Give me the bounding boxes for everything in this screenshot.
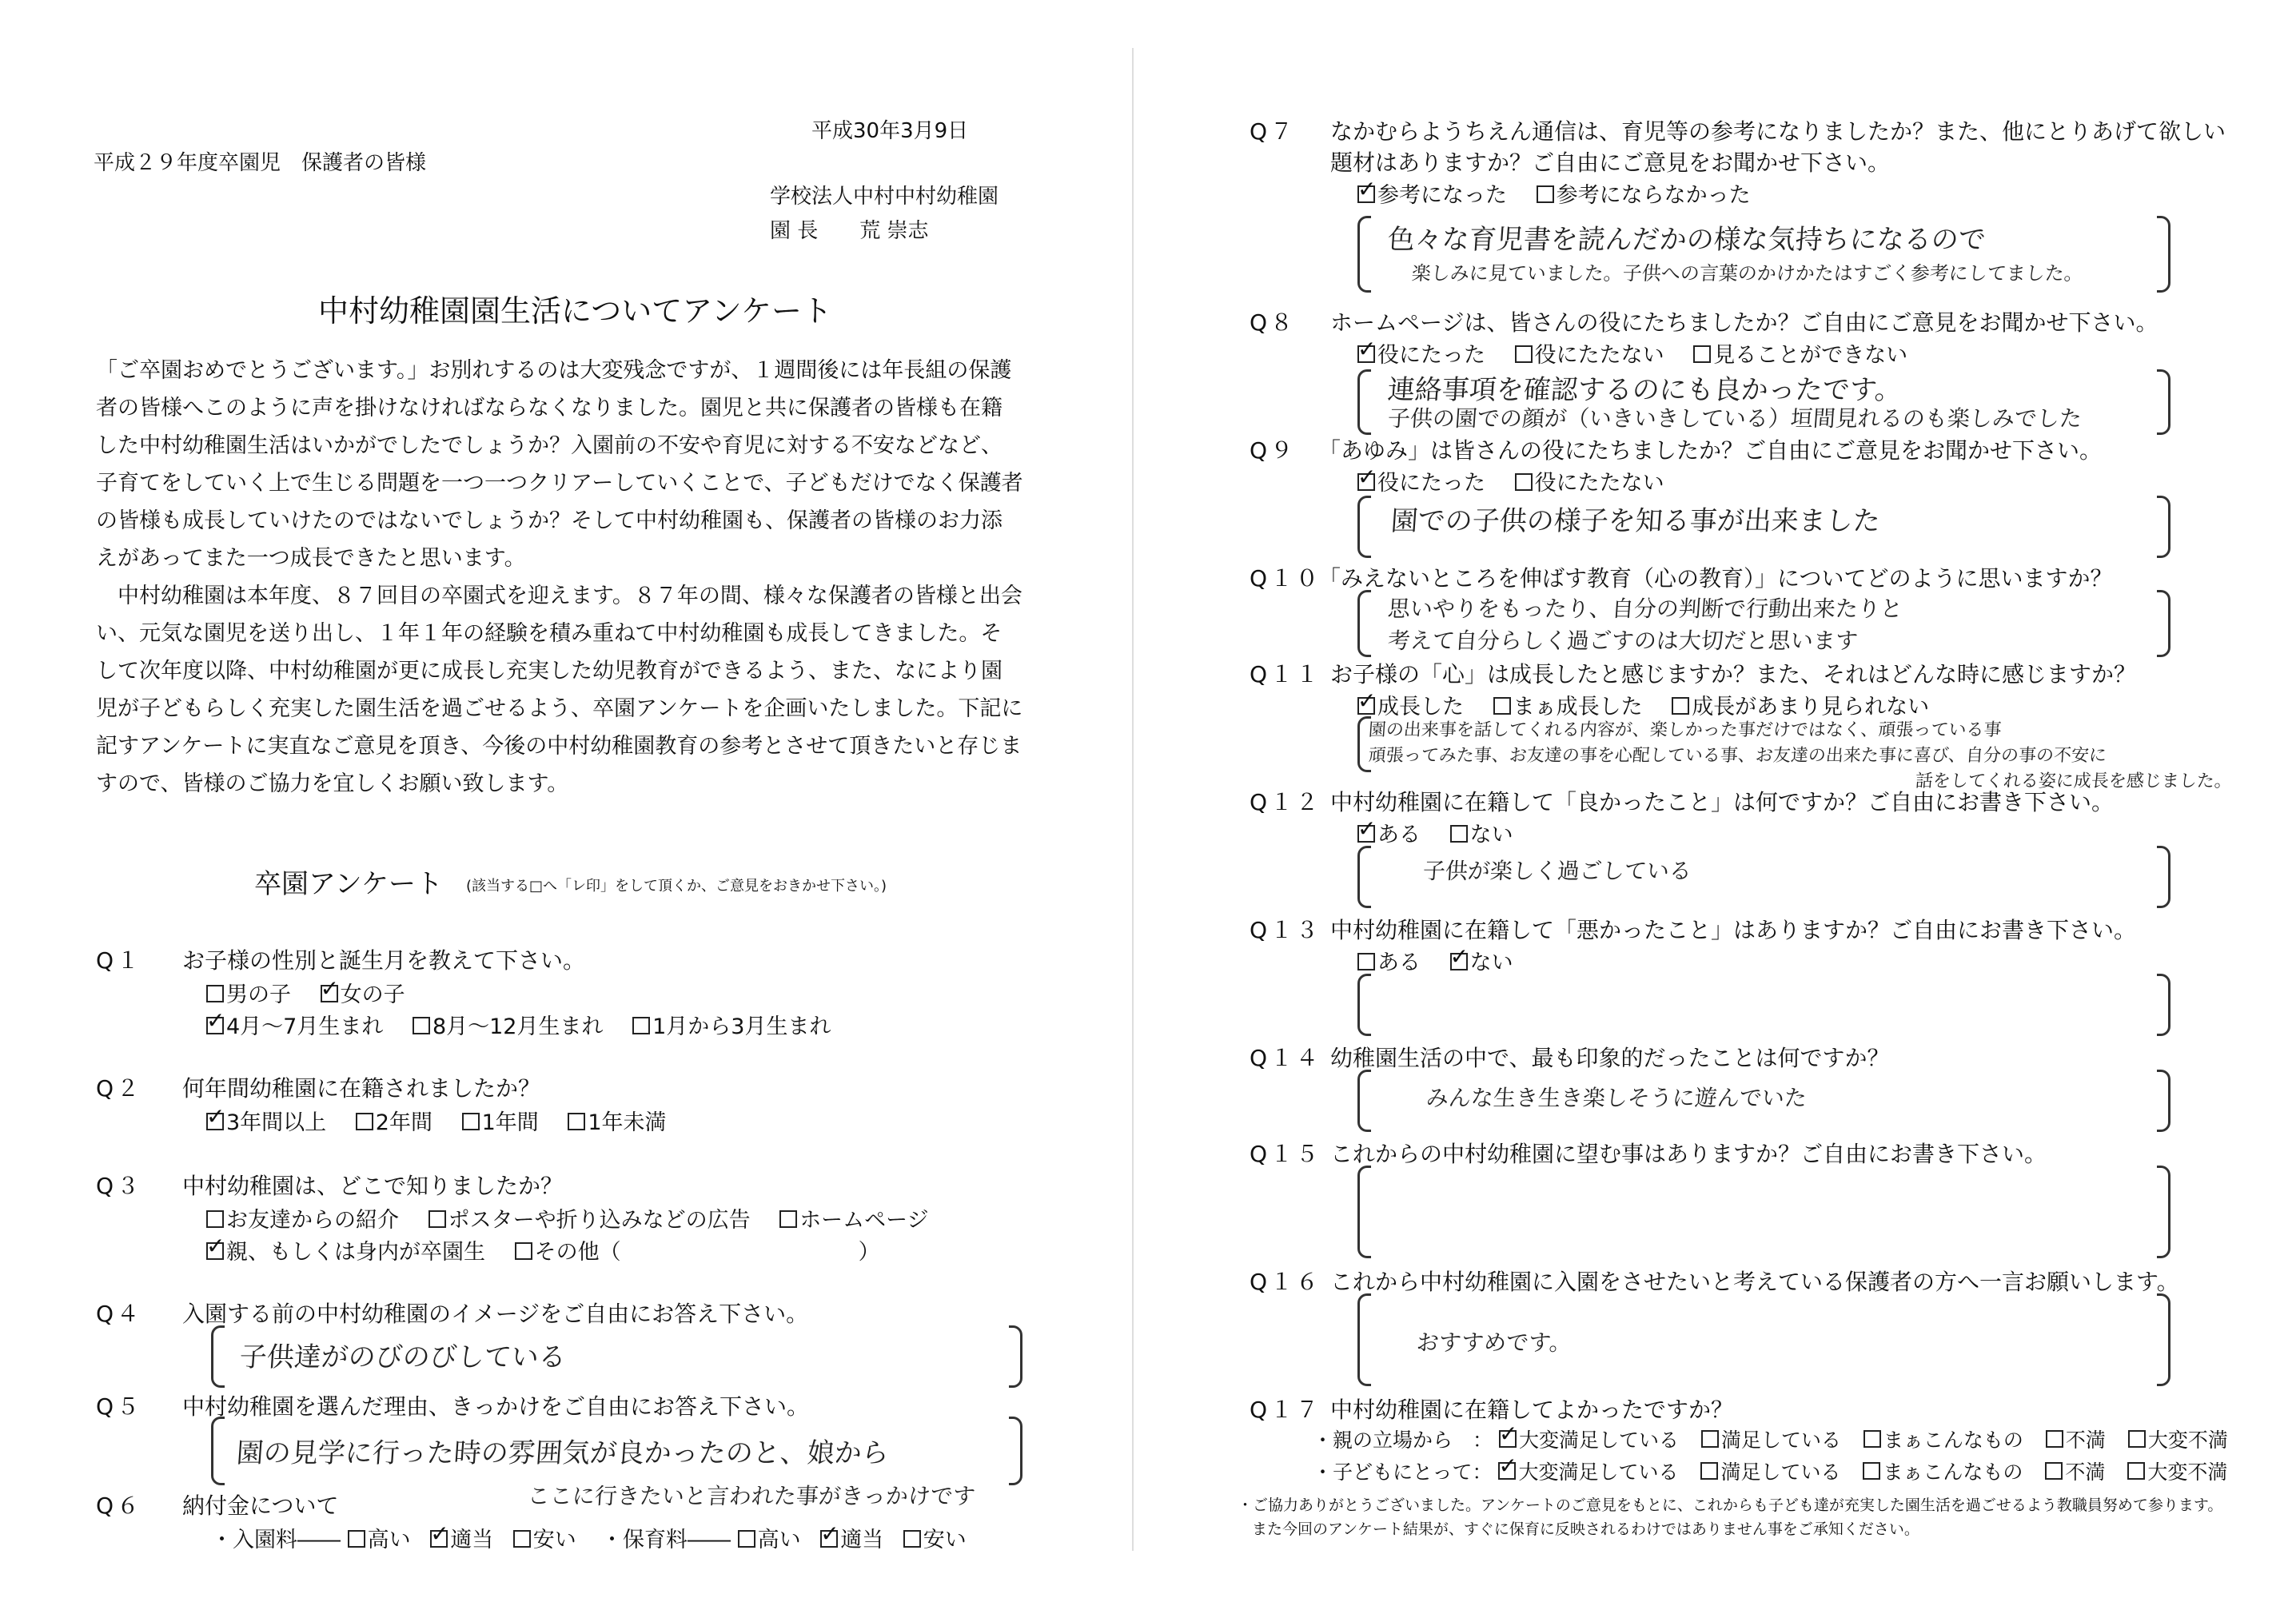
q7-bracket-left xyxy=(1357,216,1371,293)
q16-text: これから中村幼稚園に入園をさせたいと考えている保護者の方へ一言お願いします。 xyxy=(1330,1269,2179,1295)
checkbox[interactable] xyxy=(513,1530,531,1548)
q5-answer-line2: ここに行きたいと言われた事がきっかけです xyxy=(526,1483,977,1509)
checkbox[interactable] xyxy=(632,1017,650,1034)
checkbox-checked[interactable] xyxy=(206,1113,224,1130)
q16-answer: おすすめです。 xyxy=(1415,1329,1573,1356)
checkbox[interactable] xyxy=(348,1530,365,1548)
q11-answer-line2: 頑張ってみた事、お友達の事を心配している事、お友達の出来た事に喜び、自分の事の不安に xyxy=(1367,746,2107,766)
checkbox[interactable] xyxy=(1693,345,1711,363)
q11-options: ✓成長した まぁ成長した 成長があまり見られない xyxy=(1357,689,1951,720)
q8-options: ✓役にたった 役にたたない 見ることができない xyxy=(1357,337,1930,369)
checkbox[interactable] xyxy=(903,1530,921,1548)
q12-bracket-left xyxy=(1357,846,1371,908)
q4-text: 入園する前の中村幼稚園のイメージをご自由にお答え下さい。 xyxy=(182,1301,809,1327)
checkbox-checked[interactable] xyxy=(1357,697,1375,715)
checkbox[interactable] xyxy=(1672,697,1689,715)
q14-bracket-right xyxy=(2157,1070,2170,1132)
checkbox[interactable] xyxy=(2128,1430,2146,1448)
checkbox[interactable] xyxy=(515,1242,532,1260)
q14-answer: みんな生き生き楽しそうに遊んでいた xyxy=(1425,1085,1808,1111)
q12-number: Q１２ xyxy=(1250,789,1322,815)
q12-text: 中村幼稚園に在籍して「良かったこと」は何ですか？ご自由にお書き下さい。 xyxy=(1330,789,2115,815)
checkbox[interactable] xyxy=(356,1113,373,1130)
footer-line2: また今回のアンケート結果が、すぐに保育に反映されるわけではありません事をご承知ください。 xyxy=(1252,1520,1919,1538)
q7-text-line2: 題材はありますか？ご自由にご意見をお聞かせ下さい。 xyxy=(1330,149,1891,176)
q13-options: ある ✓ ない xyxy=(1357,945,1536,976)
q6-entrance-fee: ・入園料―― 高い ✓ 適当 安い xyxy=(211,1522,576,1553)
q13-number: Q１３ xyxy=(1250,917,1322,943)
q4-answer: 子供達がのびのびしている xyxy=(238,1341,568,1373)
q14-bracket-left xyxy=(1357,1070,1371,1132)
q17-row-parent: ・親の立場から ： ✓ 大変満足している 満足している まぁこんなもの 不満 大変不満 xyxy=(1313,1425,2228,1453)
q6-number: Q６ xyxy=(96,1492,143,1519)
checkbox-checked[interactable] xyxy=(321,985,338,1002)
q5-number: Q５ xyxy=(96,1393,143,1420)
q10-bracket-left xyxy=(1357,590,1371,657)
q5-answer-line1: 園の見学に行った時の雰囲気が良かったのと、娘から xyxy=(235,1437,891,1469)
q13-bracket-left xyxy=(1357,974,1371,1036)
q5-text: 中村幼稚園を選んだ理由、きっかけをご自由にお答え下さい。 xyxy=(182,1393,810,1420)
checkbox[interactable] xyxy=(1700,1462,1718,1480)
checkbox[interactable] xyxy=(462,1113,480,1130)
q12-options: ✓ある ない xyxy=(1357,817,1536,848)
checkbox[interactable] xyxy=(2127,1462,2145,1480)
checkbox[interactable] xyxy=(1357,953,1375,970)
q15-bracket-right xyxy=(2157,1166,2170,1258)
intro-paragraph-1: 「ご卒園おめでとうございます。」お別れするのは大変残念ですが、１週間後には年長組の保護者の皆様へこのように声を掛けなければならなくなりました。園児と共に保護者の皆様も在籍した中村幼稚園生活はいかがでしたでしょうか？入園前の不安や育児に対する不安などなど、子育てをしていく上で生じる問題を一つ一つクリアーしていくことで、子どもだけでなく保護者の皆様も成長していけたのではないでしょうか？そして中村幼稚園も、保護者の皆様のお力添えがあってまた一つ成長できたと思います。 xyxy=(96,358,1023,571)
q1-text: お子様の性別と誕生月を教えて下さい。 xyxy=(182,947,586,974)
q9-number: Q９ xyxy=(1250,437,1297,464)
checkbox[interactable] xyxy=(1537,185,1554,203)
checkbox-checked[interactable] xyxy=(1357,825,1375,843)
survey-note: (該当する□へ「レ印」をして頂くか、ご意見をおきかせ下さい。) xyxy=(466,878,887,895)
q16-bracket-left xyxy=(1357,1293,1371,1386)
checkbox-checked[interactable] xyxy=(1357,473,1375,491)
checkbox-checked[interactable] xyxy=(1498,1462,1516,1480)
checkbox-checked[interactable] xyxy=(1499,1430,1517,1448)
page-title: 中村幼稚園園生活についてアンケート xyxy=(318,293,832,329)
q17-row-child: ・子どもにとって： ✓ 大変満足している 満足している まぁこんなもの 不満 大変不満 xyxy=(1313,1457,2227,1485)
checkbox[interactable] xyxy=(2045,1462,2063,1480)
q10-number: Q１０ xyxy=(1250,565,1322,592)
checkbox-checked[interactable] xyxy=(430,1530,448,1548)
q4-number: Q４ xyxy=(96,1301,143,1327)
q9-answer: 園での子供の様子を知る事が出来ました xyxy=(1389,505,1882,537)
checkbox-checked[interactable] xyxy=(1450,953,1468,970)
intro-paragraph-2: 中村幼稚園は本年度、８７回目の卒園式を迎えます。８７年の間、様々な保護者の皆様と出会い、元気な園児を送り出し、１年１年の経験を積み重ねて中村幼稚園も成長してきました。そして次年度以降、中村幼稚園が更に成長し充実した幼児教育ができるよう、また、なにより園児が子どもらしく充実した園生活を過ごせるよう、卒園アンケートを企画いたしました。下記に記すアンケートに実直なご意見を頂き、今後の中村幼稚園教育の参考とさせて頂きたいと存じますので、皆様のご協力を宜しくお願い致します。 xyxy=(96,584,1023,796)
q2-text: 何年間幼稚園に在籍されましたか？ xyxy=(182,1075,541,1102)
right-page xyxy=(1148,0,2296,1618)
q16-bracket-right xyxy=(2157,1293,2170,1386)
organization: 学校法人中村中村幼稚園 xyxy=(770,185,999,209)
q15-number: Q１５ xyxy=(1250,1141,1322,1167)
q2-options: ✓3年間以上 2年間 1年間 1年未満 xyxy=(206,1105,689,1136)
q9-text: 「あゆみ」は皆さんの役にたちましたか？ご自由にご意見をお聞かせ下さい。 xyxy=(1318,437,2103,464)
q8-bracket-left xyxy=(1357,369,1371,435)
q15-text: これからの中村幼稚園に望む事はありますか？ご自由にお書き下さい。 xyxy=(1330,1141,2047,1167)
q13-text: 中村幼稚園に在籍して「悪かったこと」はありますか？ご自由にお書き下さい。 xyxy=(1330,917,2137,943)
addressee: 平成２９年度卒園児 保護者の皆様 xyxy=(94,151,427,175)
q4-bracket-right xyxy=(1009,1325,1022,1388)
q11-answer-line3: 話をしてくれる姿に成長を感じました。 xyxy=(1914,771,2233,791)
checkbox[interactable] xyxy=(2046,1430,2063,1448)
checkbox-checked[interactable] xyxy=(820,1530,838,1548)
q10-text: 「みえないところを伸ばす教育（心の教育）」についてどのように思いますか？ xyxy=(1318,565,2113,592)
checkbox[interactable] xyxy=(738,1530,755,1548)
q8-bracket-right xyxy=(2157,369,2170,435)
q11-number: Q１１ xyxy=(1250,661,1322,687)
checkbox[interactable] xyxy=(1515,473,1533,491)
checkbox[interactable] xyxy=(206,985,224,1002)
q7-number: Q７ xyxy=(1250,118,1297,145)
q2-number: Q２ xyxy=(96,1075,143,1102)
q1-number: Q１ xyxy=(96,947,143,974)
q10-bracket-right xyxy=(2157,590,2170,657)
q3-options-row2: ✓親、もしくは身内が卒園生 その他（ ） xyxy=(206,1234,903,1265)
q7-options: ✓参考になった 参考にならなかった xyxy=(1357,177,1773,209)
checkbox[interactable] xyxy=(413,1017,430,1034)
q6-tuition-fee: ・保育料―― 高い ✓ 適当 安い xyxy=(601,1522,967,1553)
checkbox[interactable] xyxy=(1493,697,1511,715)
checkbox[interactable] xyxy=(568,1113,585,1130)
q17-text: 中村幼稚園に在籍してよかったですか？ xyxy=(1330,1397,1734,1423)
footer-line1: ・ご協力ありがとうございました。アンケートのご意見をもとに、これからも子ども達が充実した園生活を過ごせるよう教職員努めて参ります。 xyxy=(1238,1496,2223,1514)
q7-text-line1: なかむらようちえん通信は、育児等の参考になりましたか？また、他にとりあげて欲しい xyxy=(1330,118,2226,145)
checkbox[interactable] xyxy=(1864,1430,1881,1448)
q5-bracket-left xyxy=(211,1417,225,1485)
page-fold xyxy=(1132,48,1134,1551)
q13-bracket-right xyxy=(2157,974,2170,1036)
q9-bracket-right xyxy=(2157,496,2170,558)
q10-answer-line1: 思いやりをもったり、自分の判断で行動出来たりと xyxy=(1386,596,1904,622)
checkbox[interactable] xyxy=(1450,825,1468,843)
q17-number: Q１７ xyxy=(1250,1397,1322,1423)
q11-text: お子様の「心」は成長したと感じますか？また、それはどんな時に感じますか？ xyxy=(1330,661,2137,687)
q7-bracket-right xyxy=(2157,216,2170,293)
q15-bracket-left xyxy=(1357,1166,1371,1258)
checkbox-checked[interactable] xyxy=(1357,345,1375,363)
q11-answer-line1: 園の出来事を話してくれる内容が、楽しかった事だけではなく、頑張っている事 xyxy=(1367,720,2003,740)
q10-answer-line2: 考えて自分らしく過ごすのは大切だと思います xyxy=(1386,628,1860,654)
q8-text: ホームページは、皆さんの役にたちましたか？ご自由にご意見をお聞かせ下さい。 xyxy=(1330,309,2158,336)
q3-options-row1: お友達からの紹介 ポスターや折り込みなどの広告 ホームページ xyxy=(206,1202,951,1233)
checkbox[interactable] xyxy=(1515,345,1533,363)
q14-number: Q１４ xyxy=(1250,1045,1322,1071)
survey-title: 卒園アンケート xyxy=(254,868,443,900)
q9-options: ✓役にたった 役にたたない xyxy=(1357,465,1687,496)
q9-bracket-left xyxy=(1357,496,1371,558)
checkbox[interactable] xyxy=(429,1210,446,1228)
q14-text: 幼稚園生活の中で、最も印象的だったことは何ですか？ xyxy=(1330,1045,1890,1071)
q1-gender-options: 男の子 ✓ 女の子 xyxy=(206,977,428,1008)
checkbox[interactable] xyxy=(206,1210,224,1228)
q7-answer-line1: 色々な育児書を読んだかの様な気持ちになるので xyxy=(1386,224,1987,256)
q8-answer-line2: 子供の園での顔が（いきいきしている）垣間見れるのも楽しみでした xyxy=(1386,405,2083,432)
principal: 園 長 荒 崇志 xyxy=(770,219,929,243)
checkbox-checked[interactable] xyxy=(206,1242,224,1260)
checkbox[interactable] xyxy=(1863,1462,1880,1480)
q3-text: 中村幼稚園は、どこで知りましたか？ xyxy=(182,1173,564,1199)
q8-answer-line1: 連絡事項を確認するのにも良かったです。 xyxy=(1386,374,1903,406)
q6-text: 納付金について xyxy=(182,1492,339,1519)
q3-number: Q３ xyxy=(96,1173,143,1199)
q12-bracket-right xyxy=(2157,846,2170,908)
checkbox[interactable] xyxy=(779,1210,797,1228)
checkbox-checked[interactable] xyxy=(1357,185,1375,203)
checkbox-checked[interactable] xyxy=(206,1017,224,1034)
checkbox[interactable] xyxy=(1701,1430,1719,1448)
issue-date: 平成30年3月9日 xyxy=(811,119,969,143)
q5-bracket-right xyxy=(1009,1417,1022,1485)
q12-answer: 子供が楽しく過ごしている xyxy=(1421,858,1693,884)
q16-number: Q１６ xyxy=(1250,1269,1322,1295)
q7-answer-line2: 楽しみに見ていました。子供への言葉のかけかたはすごく参考にしてました。 xyxy=(1410,262,2084,285)
intro-text xyxy=(96,352,1023,803)
q4-bracket-left xyxy=(211,1325,225,1388)
q8-number: Q８ xyxy=(1250,309,1297,336)
q1-birth-options: ✓4月～7月生まれ 8月～12月生まれ 1月から3月生まれ xyxy=(206,1009,853,1040)
